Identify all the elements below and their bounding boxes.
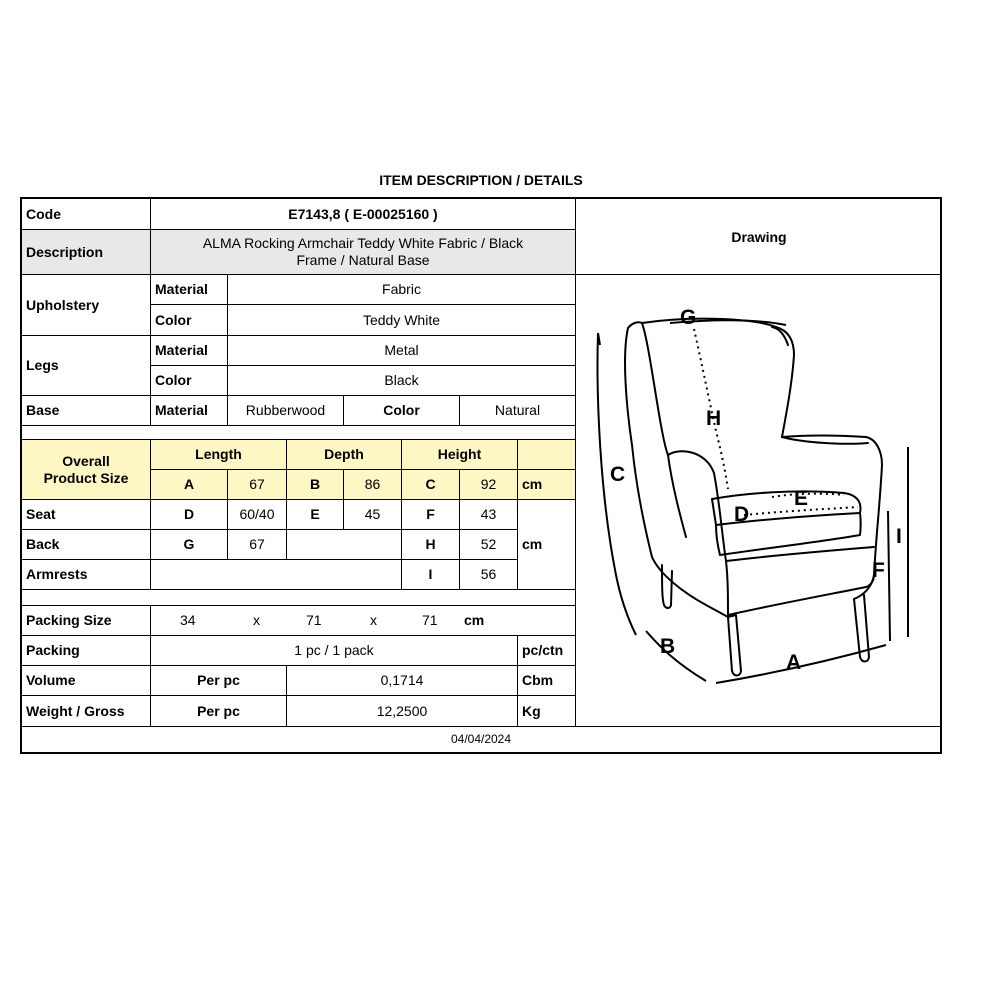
depth-header: Depth [287, 440, 402, 470]
dim-f-value: 43 [460, 500, 518, 530]
overall-label-line-2: Product Size [43, 469, 129, 486]
upholstery-label: Upholstery [22, 275, 151, 336]
dim-e-letter: E [287, 500, 344, 530]
dim-b-letter: B [287, 470, 344, 500]
armrests-blank [151, 560, 402, 590]
dim-g-value: 67 [228, 530, 287, 560]
upholstery-color-label: Color [151, 305, 228, 336]
code-label: Code [22, 199, 151, 230]
dim-label-b: B [660, 635, 676, 658]
dim-label-f: F [872, 559, 885, 582]
weight-per: Per pc [151, 696, 287, 727]
upholstery-material-label: Material [151, 275, 228, 305]
packing-size-width: 71 [306, 612, 322, 628]
base-label: Base [22, 396, 151, 426]
volume-value: 0,1714 [287, 666, 518, 696]
dim-label-c: C [610, 463, 626, 486]
base-material-label: Material [151, 396, 228, 426]
dim-label-i: I [896, 525, 902, 548]
dim-label-h: H [706, 407, 722, 430]
volume-unit: Cbm [518, 666, 576, 696]
volume-label: Volume [22, 666, 151, 696]
packing-size-x2: x [370, 612, 377, 628]
dim-label-e: E [794, 487, 809, 510]
document-title: ITEM DESCRIPTION / DETAILS [379, 172, 583, 188]
drawing-area [576, 275, 942, 727]
dim-label-d: D [734, 503, 750, 526]
legs-label: Legs [22, 336, 151, 396]
back-label: Back [22, 530, 151, 560]
dim-c-value: 92 [460, 470, 518, 500]
dim-a-letter: A [151, 470, 228, 500]
armrests-label: Armrests [22, 560, 151, 590]
legs-color: Black [228, 366, 576, 396]
length-header: Length [151, 440, 287, 470]
legs-material: Metal [228, 336, 576, 366]
spec-sheet-table [20, 197, 942, 754]
description-label: Description [22, 230, 151, 275]
dim-i-value: 56 [460, 560, 518, 590]
dim-f-letter: F [402, 500, 460, 530]
packing-size-height: 71 [422, 612, 438, 628]
base-material: Rubberwood [228, 396, 344, 426]
document-date: 04/04/2024 [450, 732, 512, 746]
overall-size-label [22, 440, 151, 500]
dim-h-letter: H [402, 530, 460, 560]
dim-a-value: 67 [228, 470, 287, 500]
legs-material-label: Material [151, 336, 228, 366]
section-spacer [22, 426, 576, 440]
packing-size-label: Packing Size [22, 606, 151, 636]
weight-value: 12,2500 [287, 696, 518, 727]
dim-i-letter: I [402, 560, 460, 590]
volume-per: Per pc [151, 666, 287, 696]
packing-label: Packing [22, 636, 151, 666]
packing-value: 1 pc / 1 pack [151, 636, 518, 666]
dim-d-value: 60/40 [228, 500, 287, 530]
description-line-1: ALMA Rocking Armchair Teddy White Fabric / Black [202, 235, 524, 251]
code-value: E7143,8 ( E-00025160 ) [151, 199, 576, 230]
drawing-header: Drawing [576, 199, 942, 275]
description-value [151, 230, 576, 275]
section-spacer-2 [22, 590, 576, 606]
description-line-2: Frame / Natural Base [296, 252, 430, 268]
weight-label: Weight / Gross [22, 696, 151, 727]
unit-header-blank [518, 440, 576, 470]
seat-back-unit: cm [518, 500, 576, 590]
base-color-label: Color [344, 396, 460, 426]
overall-unit: cm [518, 470, 576, 500]
seat-label: Seat [22, 500, 151, 530]
dim-e-value: 45 [344, 500, 402, 530]
packing-size-unit: cm [464, 612, 485, 628]
dim-label-a: A [786, 651, 802, 674]
base-color: Natural [460, 396, 576, 426]
height-header: Height [402, 440, 518, 470]
packing-unit: pc/ctn [518, 636, 576, 666]
overall-label-line-1: Overall [62, 452, 110, 469]
packing-size-x1: x [253, 612, 260, 628]
dim-c-letter: C [402, 470, 460, 500]
back-blank [287, 530, 402, 560]
weight-unit: Kg [518, 696, 576, 727]
armchair-drawing [576, 275, 942, 727]
upholstery-material: Fabric [228, 275, 576, 305]
packing-size-length: 34 [180, 612, 196, 628]
upholstery-color: Teddy White [228, 305, 576, 336]
dim-d-letter: D [151, 500, 228, 530]
dim-h-value: 52 [460, 530, 518, 560]
dim-g-letter: G [151, 530, 228, 560]
packing-size-row [151, 606, 576, 636]
dim-label-g: G [680, 306, 697, 329]
dim-b-value: 86 [344, 470, 402, 500]
legs-color-label: Color [151, 366, 228, 396]
